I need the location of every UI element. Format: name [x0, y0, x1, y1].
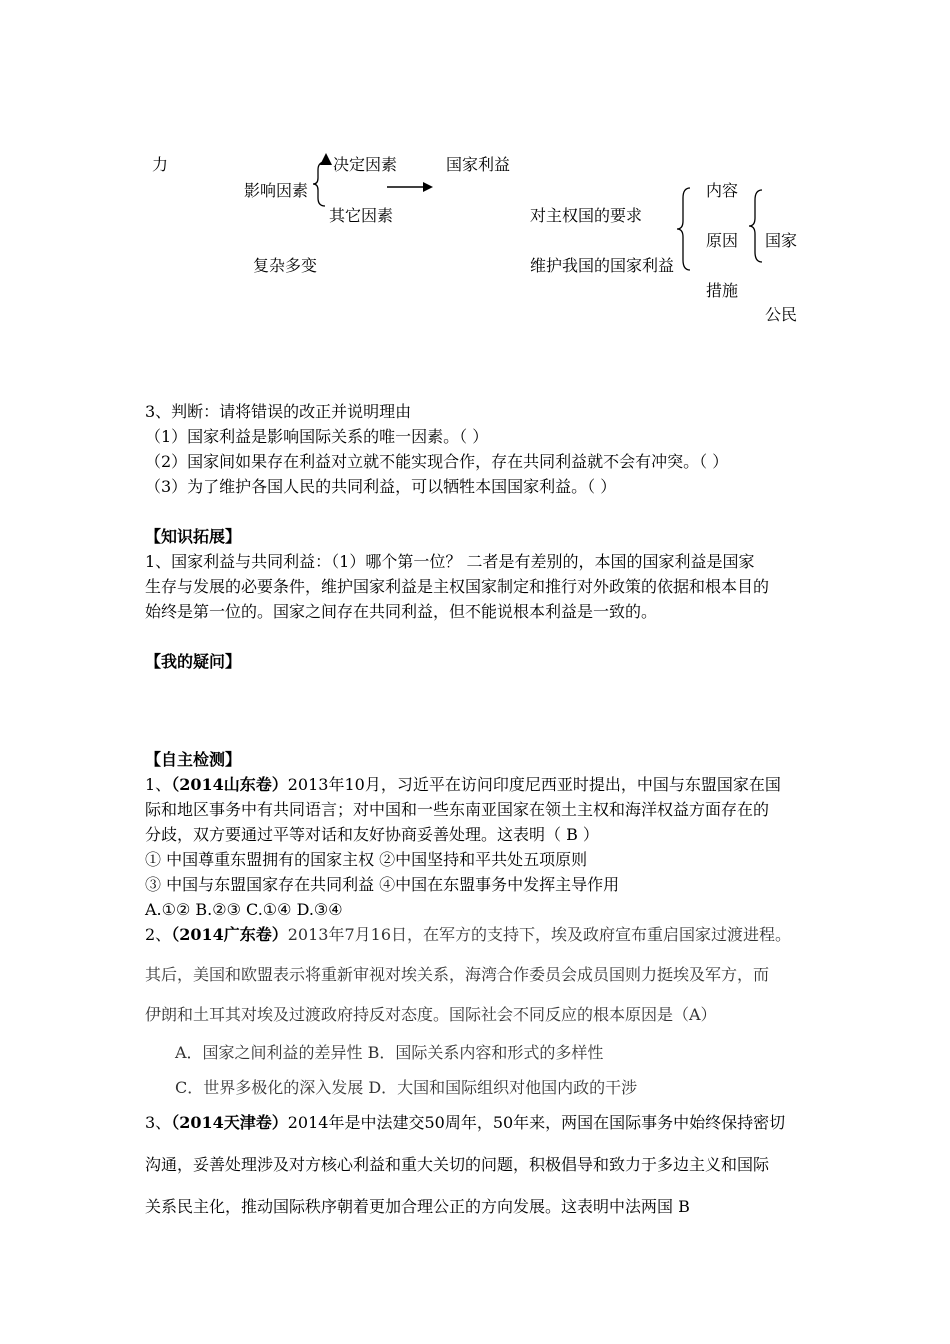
self-check-heading: 【自主检测】: [145, 750, 242, 769]
question-2-number: 2、: [145, 925, 172, 944]
diagram-sovereign-requirement: 对主权国的要求: [530, 206, 643, 225]
diagram-state: 国家: [765, 231, 798, 250]
question-1-option: ① 中国尊重东盟拥有的国家主权 ②中国坚持和平共处五项原则: [145, 850, 588, 869]
judgment-item: （3）为了维护各国人民的共同利益，可以牺牲本国国家利益。（ ）: [145, 477, 617, 496]
question-1-line: [145, 775, 781, 795]
question-3-text: 沟通，妥善处理涉及对方核心利益和重大关切的问题，积极倡导和致力于多边主义和国际: [145, 1155, 770, 1174]
right-arrow-icon: [385, 180, 435, 194]
question-2-text: 伊朗和土耳其对埃及过渡政府持反对态度。国际社会不同反应的根本原因是（A）: [145, 1005, 717, 1024]
question-3-source: （2014天津卷）: [171, 1113, 288, 1132]
diagram-influence-factors: 影响因素: [244, 181, 309, 200]
judgment-title: 3、判断：请将错误的改正并说明理由: [145, 402, 412, 421]
question-2-text: 其后，美国和欧盟表示将重新审视对埃关系，海湾合作委员会成员国则力挺埃及军方，而: [145, 965, 770, 984]
diagram-reason: 原因: [706, 231, 739, 250]
question-1-text: 分歧，双方要通过平等对话和友好协商妥善处理。这表明（ B ）: [145, 825, 599, 844]
judgment-item: （1）国家利益是影响国际关系的唯一因素。（ ）: [145, 427, 489, 446]
extension-line: 生存与发展的必要条件，维护国家利益是主权国家制定和推行对外政策的依据和根本目的: [145, 577, 770, 596]
question-1-text: 际和地区事务中有共同语言；对中国和一些东南亚国家在领土主权和海洋权益方面存在的: [145, 800, 770, 819]
question-1-source: （2014山东卷）: [171, 775, 288, 794]
question-2-option: C．世界多极化的深入发展 D．大国和国际组织对他国内政的干涉: [175, 1078, 638, 1097]
diagram-measures: 措施: [706, 281, 739, 300]
question-2-option: A．国家之间利益的差异性 B．国际关系内容和形式的多样性: [175, 1043, 604, 1062]
question-3-text: 2014年是中法建交50周年，50年来，两国在国际事务中始终保持密切: [287, 1113, 786, 1132]
question-2-text: 2013年7月16日，在军方的支持下，埃及政府宣布重启国家过渡进程。: [287, 925, 791, 944]
extension-line: 1、国家利益与共同利益：（1）哪个第一位？ 二者是有差别的，本国的国家利益是国家: [145, 552, 755, 571]
question-3-text: 关系民主化，推动国际秩序朝着更加合理公正的方向发展。这表明中法两国 B: [145, 1197, 690, 1216]
triangle-marker-icon: [319, 152, 333, 166]
extension-heading: 【知识拓展】: [145, 527, 242, 546]
question-1-answers: A.①② B.②③ C.①④ D.③④: [145, 900, 343, 919]
diagram-li: 力: [152, 155, 169, 174]
question-3-line: [145, 1113, 785, 1133]
doubt-heading: 【我的疑问】: [145, 652, 242, 671]
content-brace: [676, 186, 692, 272]
influence-brace: [312, 160, 328, 208]
diagram-decisive-factor: 决定因素: [333, 155, 398, 174]
extension-line: 始终是第一位的。国家之间存在共同利益，但不能说根本利益是一致的。: [145, 602, 658, 621]
state-brace: [748, 188, 764, 264]
diagram-national-interest: 国家利益: [446, 155, 511, 174]
diagram-complex-changeable: 复杂多变: [253, 256, 318, 275]
question-2-line: [145, 925, 791, 945]
question-1-option: ③ 中国与东盟国家存在共同利益 ④中国在东盟事务中发挥主导作用: [145, 875, 620, 894]
question-2-source: （2014广东卷）: [171, 925, 288, 944]
judgment-item: （2）国家间如果存在利益对立就不能实现合作，存在共同利益就不会有冲突。（ ）: [145, 452, 729, 471]
diagram-protect-interest: 维护我国的国家利益: [530, 256, 675, 275]
question-1-text: 2013年10月，习近平在访问印度尼西亚时提出，中国与东盟国家在国: [287, 775, 781, 794]
diagram-other-factor: 其它因素: [329, 206, 394, 225]
question-3-number: 3、: [145, 1113, 172, 1132]
diagram-content: 内容: [706, 181, 739, 200]
diagram-citizen: 公民: [765, 305, 798, 324]
question-1-number: 1、: [145, 775, 172, 794]
